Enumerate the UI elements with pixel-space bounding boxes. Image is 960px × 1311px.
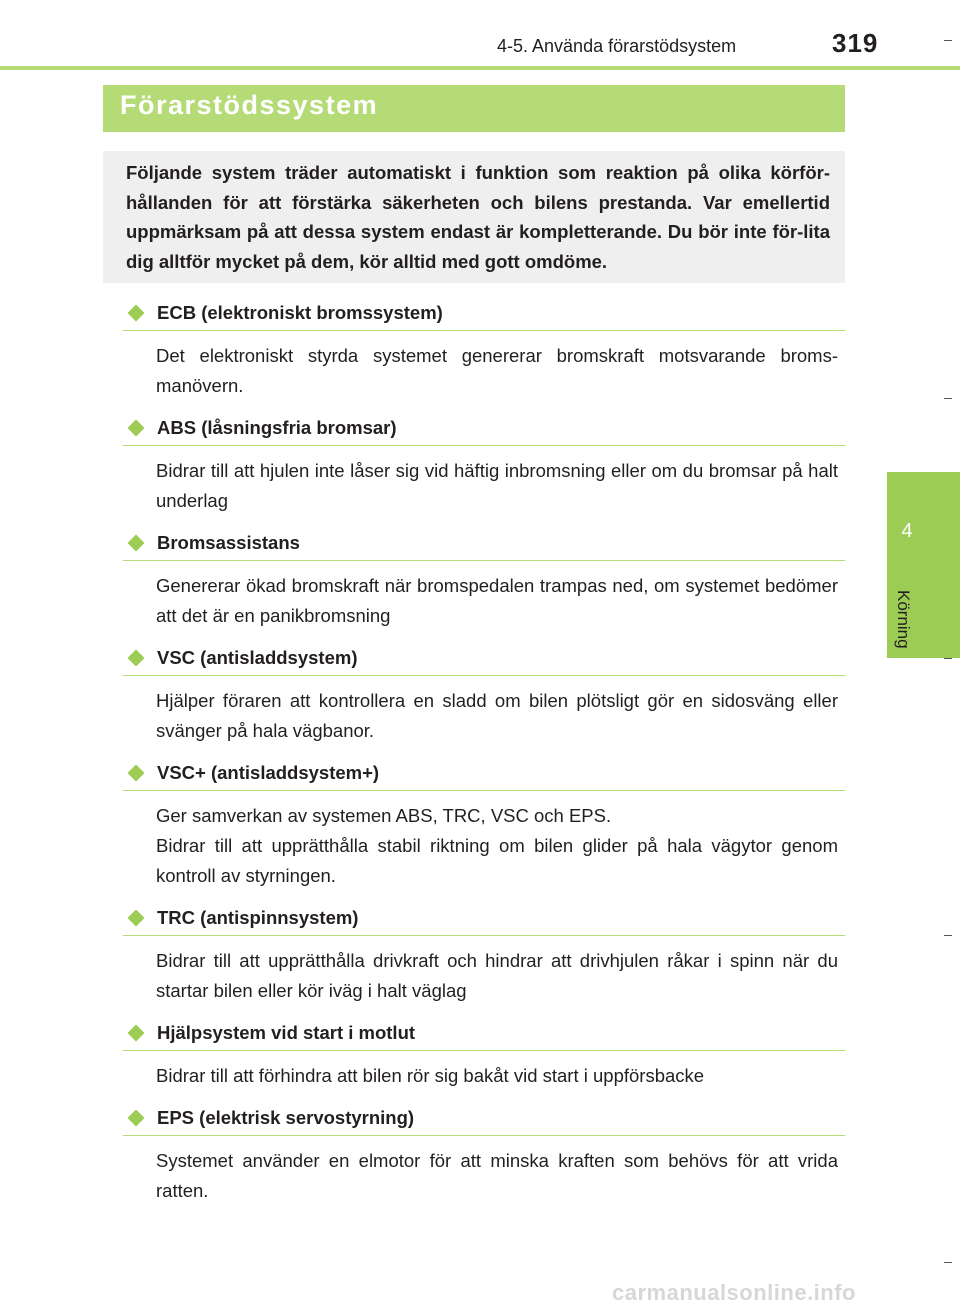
watermark-link[interactable]: carmanualsonline.info bbox=[612, 1280, 856, 1305]
diamond-bullet-icon bbox=[128, 910, 145, 927]
section-heading bbox=[123, 526, 845, 561]
intro-text: Följande system träder automatiskt i funktion som reaktion på olika körför-hållanden för att förstärka säkerheten och bilens prestanda. Var emellertid uppmärksam på att dessa system endast är kompletterande. Du bör inte för-lita dig alltför mycket på dem, kör alltid med gott omdöme. bbox=[126, 162, 830, 272]
section-heading bbox=[123, 1101, 845, 1136]
section-heading bbox=[123, 296, 845, 331]
section-title: ABS (låsningsfria bromsar) bbox=[157, 417, 397, 438]
feature-section-hill-start bbox=[123, 1016, 845, 1101]
feature-section-vsc bbox=[123, 641, 845, 756]
diamond-bullet-icon bbox=[128, 535, 145, 552]
section-title: Bromsassistans bbox=[157, 532, 300, 553]
section-text: Ger samverkan av systemen ABS, TRC, VSC och EPS. bbox=[156, 805, 612, 826]
intro-box bbox=[103, 151, 845, 283]
crop-mark bbox=[944, 1262, 952, 1263]
section-text: Bidrar till att hjulen inte låser sig vid häftig inbromsning eller om du bromsar på halt underlag bbox=[156, 460, 838, 511]
section-title: TRC (antispinnsystem) bbox=[157, 907, 359, 928]
section-text: Det elektroniskt styrda systemet genererar bromskraft motsvarande broms-manövern. bbox=[156, 345, 838, 396]
section-title: ECB (elektroniskt bromssystem) bbox=[157, 302, 443, 323]
page-number: 319 bbox=[832, 28, 879, 58]
section-text: Genererar ökad bromskraft när bromspedalen trampas ned, om systemet bedömer att det är en panikbromsning bbox=[156, 575, 838, 626]
title-band bbox=[103, 85, 845, 132]
diamond-bullet-icon bbox=[128, 765, 145, 782]
section-body bbox=[123, 1136, 845, 1216]
section-heading bbox=[123, 756, 845, 791]
header-rule bbox=[0, 66, 960, 70]
section-text: Bidrar till att upprätthålla drivkraft och hindrar att drivhjulen råkar i spinn när du startar bilen eller kör iväg i halt väglag bbox=[156, 950, 838, 1001]
section-title: VSC+ (antisladdsystem+) bbox=[157, 762, 380, 783]
feature-list bbox=[123, 296, 845, 1216]
diamond-bullet-icon bbox=[128, 1110, 145, 1127]
feature-section-trc bbox=[123, 901, 845, 1016]
section-title: VSC (antisladdsystem) bbox=[157, 647, 358, 668]
diamond-bullet-icon bbox=[128, 1025, 145, 1042]
section-text: Systemet använder en elmotor för att minska kraften som behövs för att vrida ratten. bbox=[156, 1150, 838, 1201]
diamond-bullet-icon bbox=[128, 650, 145, 667]
feature-section-vsc-plus bbox=[123, 756, 845, 901]
section-heading bbox=[123, 641, 845, 676]
chapter-label: Körning bbox=[894, 590, 913, 649]
section-text: Bidrar till att upprätthålla stabil riktning om bilen glider på hala vägytor genom kontroll av styrningen. bbox=[156, 835, 838, 886]
section-heading bbox=[123, 411, 845, 446]
section-text: Hjälper föraren att kontrollera en sladd om bilen plötsligt gör en sidosväng eller svänger på hala vägbanor. bbox=[156, 690, 838, 741]
chapter-number: 4 bbox=[901, 520, 913, 542]
diamond-bullet-icon bbox=[128, 420, 145, 437]
section-body bbox=[123, 331, 845, 411]
section-body bbox=[123, 936, 845, 1016]
page-title: Förarstödssystem bbox=[120, 90, 379, 120]
feature-section-ecb bbox=[123, 296, 845, 411]
section-body bbox=[123, 676, 845, 756]
section-body bbox=[123, 446, 845, 526]
crop-mark bbox=[944, 398, 952, 399]
feature-section-brake-assist bbox=[123, 526, 845, 641]
section-body bbox=[123, 1051, 845, 1101]
header-section-title: 4-5. Använda förarstödsystem bbox=[497, 36, 737, 56]
section-body bbox=[123, 561, 845, 641]
section-title: Hjälpsystem vid start i motlut bbox=[157, 1022, 416, 1043]
section-heading bbox=[123, 1016, 845, 1051]
diamond-bullet-icon bbox=[128, 305, 145, 322]
feature-section-abs bbox=[123, 411, 845, 526]
section-body bbox=[123, 791, 845, 901]
section-heading bbox=[123, 901, 845, 936]
crop-mark bbox=[944, 935, 952, 936]
crop-mark bbox=[944, 658, 952, 659]
crop-mark bbox=[944, 40, 952, 41]
section-text: Bidrar till att förhindra att bilen rör sig bakåt vid start i uppförsbacke bbox=[156, 1065, 705, 1086]
section-title: EPS (elektrisk servostyrning) bbox=[157, 1107, 415, 1128]
feature-section-eps bbox=[123, 1101, 845, 1216]
